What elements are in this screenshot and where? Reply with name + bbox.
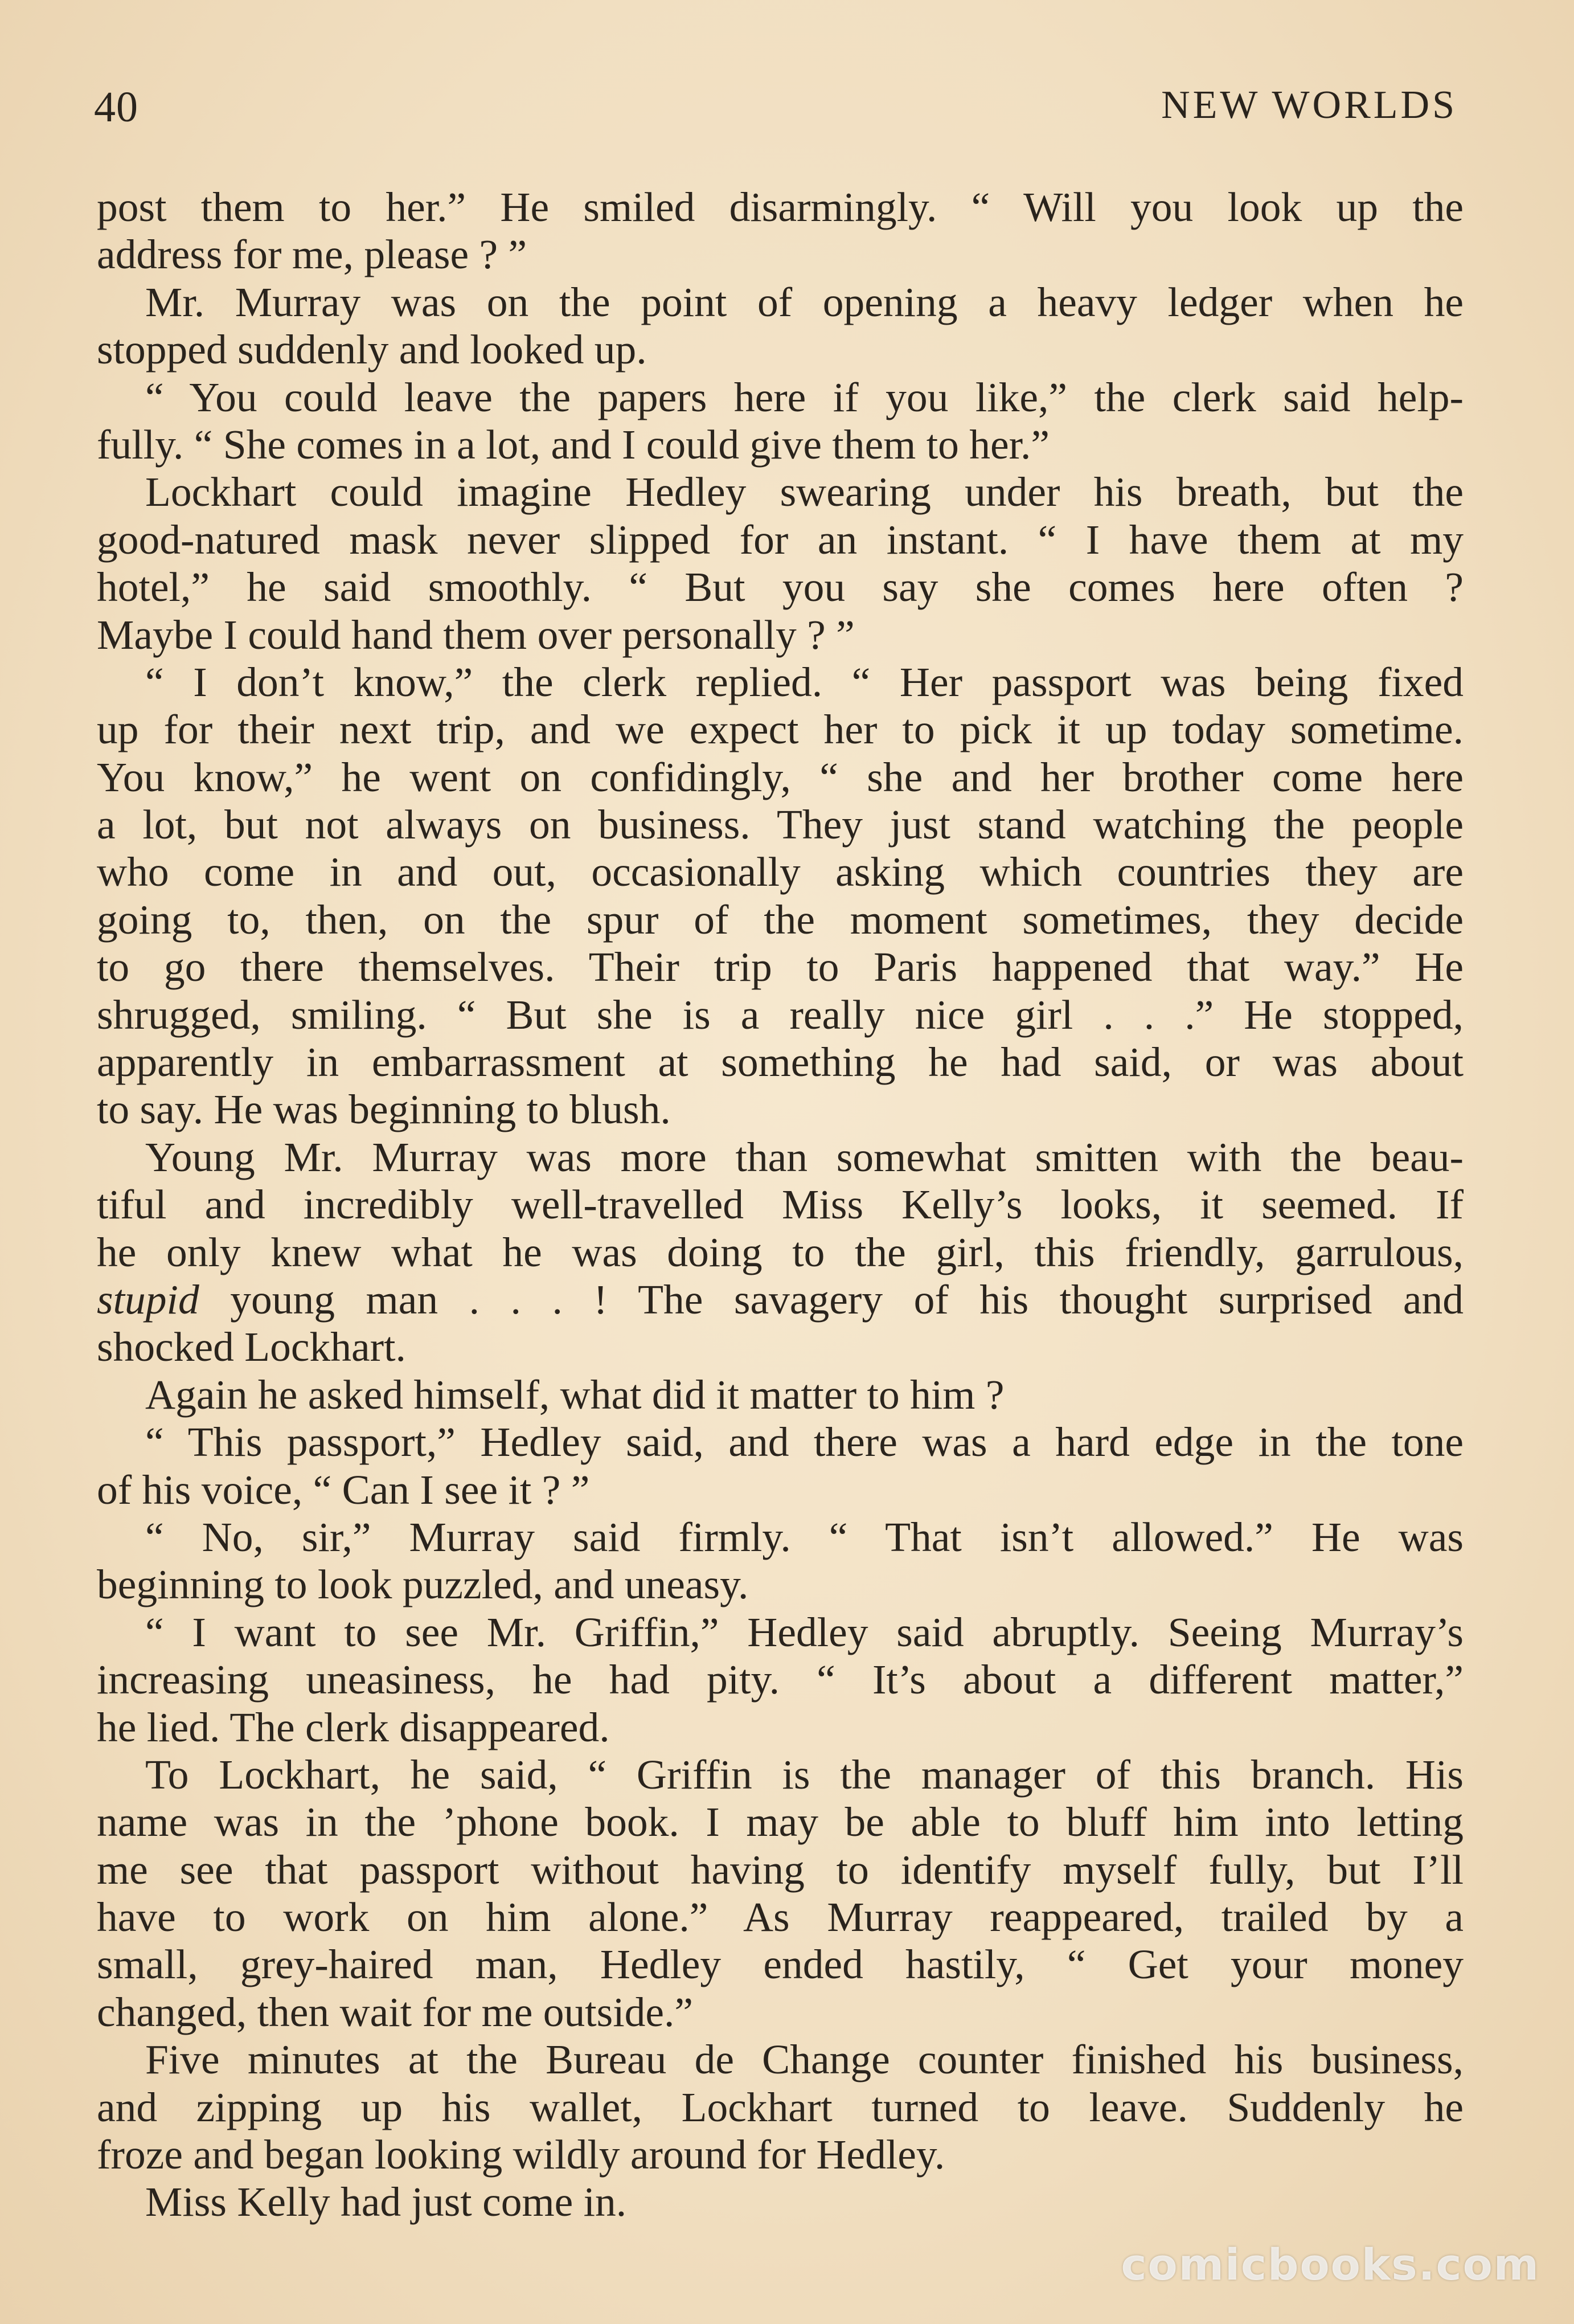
text-line: tiful and incredibly well-travelled Miss Kelly’s looks, it seemed. If: [97, 1181, 1464, 1228]
text-line: he only knew what he was doing to the girl, this friendly, garrulous,: [97, 1229, 1464, 1275]
text-line: stopped suddenly and looked up.: [97, 326, 647, 373]
text-line: “ No, sir,” Murray said firmly. “ That isn’t allowed.” He was: [145, 1513, 1464, 1560]
text-line: shocked Lockhart.: [97, 1324, 406, 1370]
text-line: apparently in embarrassment at something he had said, or was about: [97, 1039, 1464, 1086]
watermark-logo: comicbooks.com: [1121, 2239, 1540, 2290]
text-line: Young Mr. Murray was more than somewhat smitten with the beau-: [145, 1134, 1464, 1180]
body-text: [97, 183, 1464, 2226]
text-line: shrugged, smiling. “ But she is a really nice girl . . .” He stopped,: [97, 991, 1464, 1038]
text-line: “ You could leave the papers here if you like,” the clerk said help-: [145, 374, 1464, 420]
text-line: “ This passport,” Hedley said, and there was a hard edge in the tone: [145, 1419, 1464, 1466]
text-line: Mr. Murray was on the point of opening a heavy ledger when he: [145, 279, 1464, 325]
text-line: hotel,” he said smoothly. “ But you say she comes here often ?: [97, 564, 1464, 611]
text-line: address for me, please ? ”: [97, 231, 527, 278]
text-line: Lockhart could imagine Hedley swearing under his breath, but the: [145, 469, 1464, 515]
text-line: stupid young man . . . ! The savagery of his thought surprised and: [97, 1276, 1464, 1323]
text-line: and zipping up his wallet, Lockhart turned to leave. Suddenly he: [97, 2084, 1464, 2130]
text-line: me see that passport without having to identify myself fully, but I’ll: [97, 1846, 1464, 1893]
text-line: he lied. The clerk disappeared.: [97, 1704, 610, 1750]
text-line: up for their next trip, and we expect her to pick it up today sometime.: [97, 706, 1464, 753]
text-line: “ I don’t know,” the clerk replied. “ Her passport was being fixed: [145, 658, 1464, 705]
text-line: of his voice, “ Can I see it ? ”: [97, 1466, 590, 1513]
text-line: name was in the ’phone book. I may be able to bluff him into letting: [97, 1799, 1464, 1846]
text-line: beginning to look puzzled, and uneasy.: [97, 1561, 749, 1608]
text-line: small, grey-haired man, Hedley ended hastily, “ Get your money: [97, 1941, 1464, 1988]
text-line: Five minutes at the Bureau de Change counter finished his business,: [145, 2036, 1464, 2083]
text-line: Miss Kelly had just come in.: [145, 2179, 627, 2225]
text-line: who come in and out, occasionally asking which countries they are: [97, 849, 1464, 895]
text-line: to go there themselves. Their trip to Paris happened that way.” He: [97, 944, 1464, 991]
text-line: Maybe I could hand them over personally ? ”: [97, 611, 855, 658]
text-line: Again he asked himself, what did it matter to him ?: [145, 1371, 1005, 1418]
text-line: changed, then wait for me outside.”: [97, 1989, 694, 2035]
text-line: post them to her.” He smiled disarmingly. “ Will you look up the: [97, 184, 1464, 230]
text-line: going to, then, on the spur of the moment sometimes, they decide: [97, 896, 1464, 943]
text-line: good-natured mask never slipped for an instant. “ I have them at my: [97, 516, 1464, 563]
running-title: NEW WORLDS: [1161, 83, 1457, 127]
text-line: To Lockhart, he said, “ Griffin is the manager of this branch. His: [145, 1751, 1464, 1798]
text-line: have to work on him alone.” As Murray reappeared, trailed by a: [97, 1894, 1464, 1941]
text-line: fully. “ She comes in a lot, and I could give them to her.”: [97, 421, 1050, 468]
text-line: froze and began looking wildly around for Hedley.: [97, 2131, 945, 2178]
text-line: a lot, but not always on business. They just stand watching the people: [97, 801, 1464, 848]
text-line: increasing uneasiness, he had pity. “ It’s about a different matter,”: [97, 1656, 1464, 1703]
text-line: You know,” he went on confidingly, “ she and her brother come here: [97, 754, 1464, 800]
page-number: 40: [94, 83, 138, 131]
text-line: to say. He was beginning to blush.: [97, 1086, 671, 1133]
text-line: “ I want to see Mr. Griffin,” Hedley said abruptly. Seeing Murray’s: [145, 1609, 1464, 1655]
